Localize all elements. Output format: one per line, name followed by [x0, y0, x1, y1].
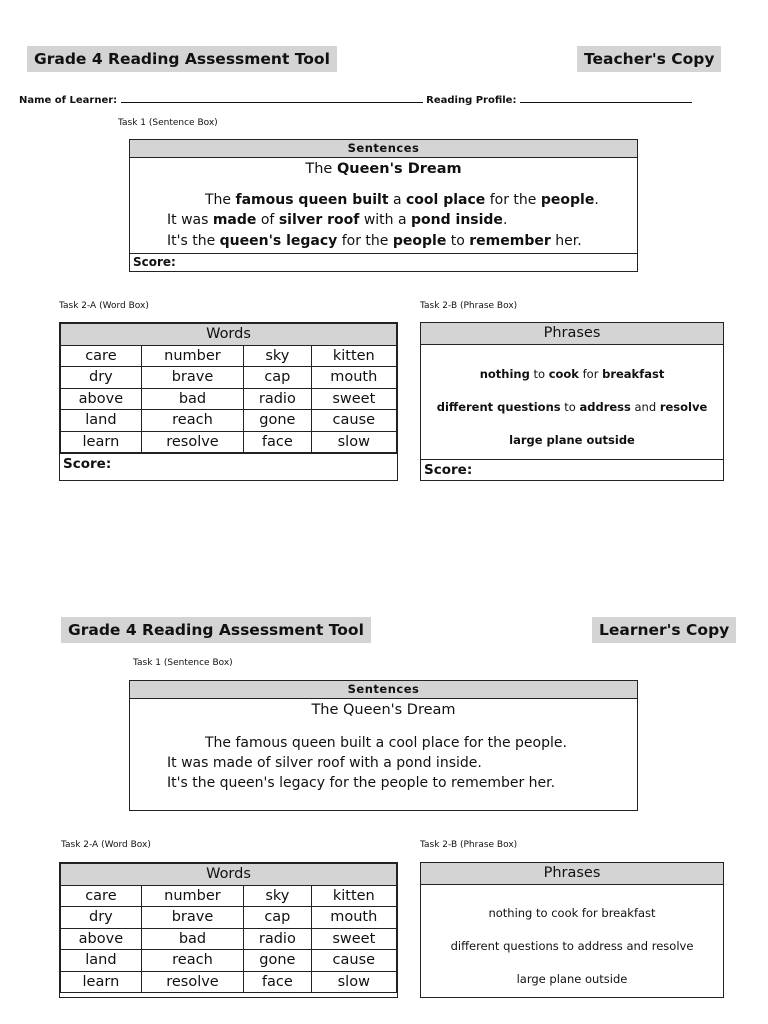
learner-task2a-label: Task 2-A (Word Box) [61, 840, 151, 850]
learner-copy-label: Learner's Copy [592, 617, 736, 643]
word-box-header: Words [61, 324, 397, 346]
phrase-2: different questions to address and resolve [450, 939, 694, 953]
phrase-box-header: Phrases [421, 323, 723, 345]
teacher-word-box [59, 322, 398, 481]
sentence-box-header: Sentences [130, 140, 637, 158]
word-cell: reach [141, 950, 243, 972]
name-profile-line [19, 93, 692, 106]
word-cell: face [244, 431, 311, 453]
story-title: The Queen's Dream [311, 702, 456, 718]
phrase-box-header: Phrases [421, 863, 723, 885]
word-cell: radio [244, 388, 311, 410]
sentence-line-1: The famous queen built a cool place for the people. [205, 192, 599, 208]
word-cell: land [61, 410, 142, 432]
sentence-score[interactable]: Score: [130, 253, 637, 271]
teacher-sentence-box [129, 139, 638, 272]
teacher-task1-label: Task 1 (Sentence Box) [118, 118, 218, 128]
phrase-score[interactable]: Score: [421, 459, 723, 480]
phrase-2: different questions to address and resolve [436, 400, 708, 414]
word-cell: resolve [141, 971, 243, 993]
word-row [61, 971, 397, 993]
word-cell: radio [244, 928, 311, 950]
word-cell: learn [61, 971, 142, 993]
sentence-line-1: The famous queen built a cool place for the people. [205, 735, 567, 751]
sentence-line-2: It was made of silver roof with a pond inside. [167, 212, 508, 228]
learner-task2b-label: Task 2-B (Phrase Box) [420, 840, 518, 850]
word-cell: slow [311, 971, 396, 993]
phrase-1: nothing to cook for breakfast [479, 367, 665, 381]
word-cell: number [141, 345, 243, 367]
word-cell: gone [244, 410, 311, 432]
word-row [61, 907, 397, 929]
word-cell: sweet [311, 928, 396, 950]
sentence-line-3: It's the queen's legacy for the people to remember her. [167, 775, 556, 791]
word-cell: brave [141, 367, 243, 389]
phrase-3: large plane outside [509, 433, 635, 447]
word-cell: mouth [311, 367, 396, 389]
word-cell: slow [311, 431, 396, 453]
learner-sentence-box [129, 680, 638, 811]
word-cell: sky [244, 345, 311, 367]
teacher-phrase-box [420, 322, 724, 481]
word-cell: above [61, 928, 142, 950]
word-cell: kitten [311, 345, 396, 367]
learner-word-box [59, 862, 398, 998]
teacher-title: Grade 4 Reading Assessment Tool [27, 46, 337, 72]
word-cell: land [61, 950, 142, 972]
word-cell: reach [141, 410, 243, 432]
word-cell: bad [141, 928, 243, 950]
word-cell: resolve [141, 431, 243, 453]
learner-title: Grade 4 Reading Assessment Tool [61, 617, 371, 643]
word-row [61, 885, 397, 907]
word-row [61, 345, 397, 367]
word-row [61, 431, 397, 453]
word-cell: cap [244, 907, 311, 929]
teacher-copy-label: Teacher's Copy [577, 46, 721, 72]
phrase-1: nothing to cook for breakfast [488, 906, 656, 920]
reading-profile-field[interactable] [520, 93, 692, 103]
name-of-learner-field[interactable] [121, 93, 423, 103]
word-row [61, 388, 397, 410]
teacher-task2a-label: Task 2-A (Word Box) [59, 301, 149, 311]
word-cell: learn [61, 431, 142, 453]
word-cell: number [141, 885, 243, 907]
word-cell: sky [244, 885, 311, 907]
word-row [61, 367, 397, 389]
word-cell: dry [61, 367, 142, 389]
word-row [61, 950, 397, 972]
reading-profile-label: Reading Profile: [426, 95, 517, 106]
word-cell: bad [141, 388, 243, 410]
word-cell: mouth [311, 907, 396, 929]
word-cell: brave [141, 907, 243, 929]
word-cell: gone [244, 950, 311, 972]
phrase-3: large plane outside [516, 972, 628, 986]
sentence-line-2: It was made of silver roof with a pond inside. [167, 755, 482, 771]
sentence-line-3: It's the queen's legacy for the people to remember her. [167, 233, 582, 249]
word-cell: sweet [311, 388, 396, 410]
learner-word-table [60, 863, 397, 993]
word-cell: cause [311, 410, 396, 432]
word-cell: above [61, 388, 142, 410]
word-cell: dry [61, 907, 142, 929]
sentence-box-header: Sentences [130, 681, 637, 699]
word-box-header: Words [61, 864, 397, 886]
word-row [61, 928, 397, 950]
teacher-task2b-label: Task 2-B (Phrase Box) [420, 301, 518, 311]
name-of-learner-label: Name of Learner: [19, 95, 118, 106]
word-row [61, 410, 397, 432]
word-cell: care [61, 345, 142, 367]
word-score[interactable]: Score: [60, 453, 397, 474]
word-cell: kitten [311, 885, 396, 907]
word-cell: face [244, 971, 311, 993]
learner-phrase-box [420, 862, 724, 998]
word-cell: cap [244, 367, 311, 389]
learner-task1-label: Task 1 (Sentence Box) [133, 658, 233, 668]
word-cell: care [61, 885, 142, 907]
teacher-word-table [60, 323, 397, 453]
story-title: The Queen's Dream [305, 161, 462, 177]
word-cell: cause [311, 950, 396, 972]
